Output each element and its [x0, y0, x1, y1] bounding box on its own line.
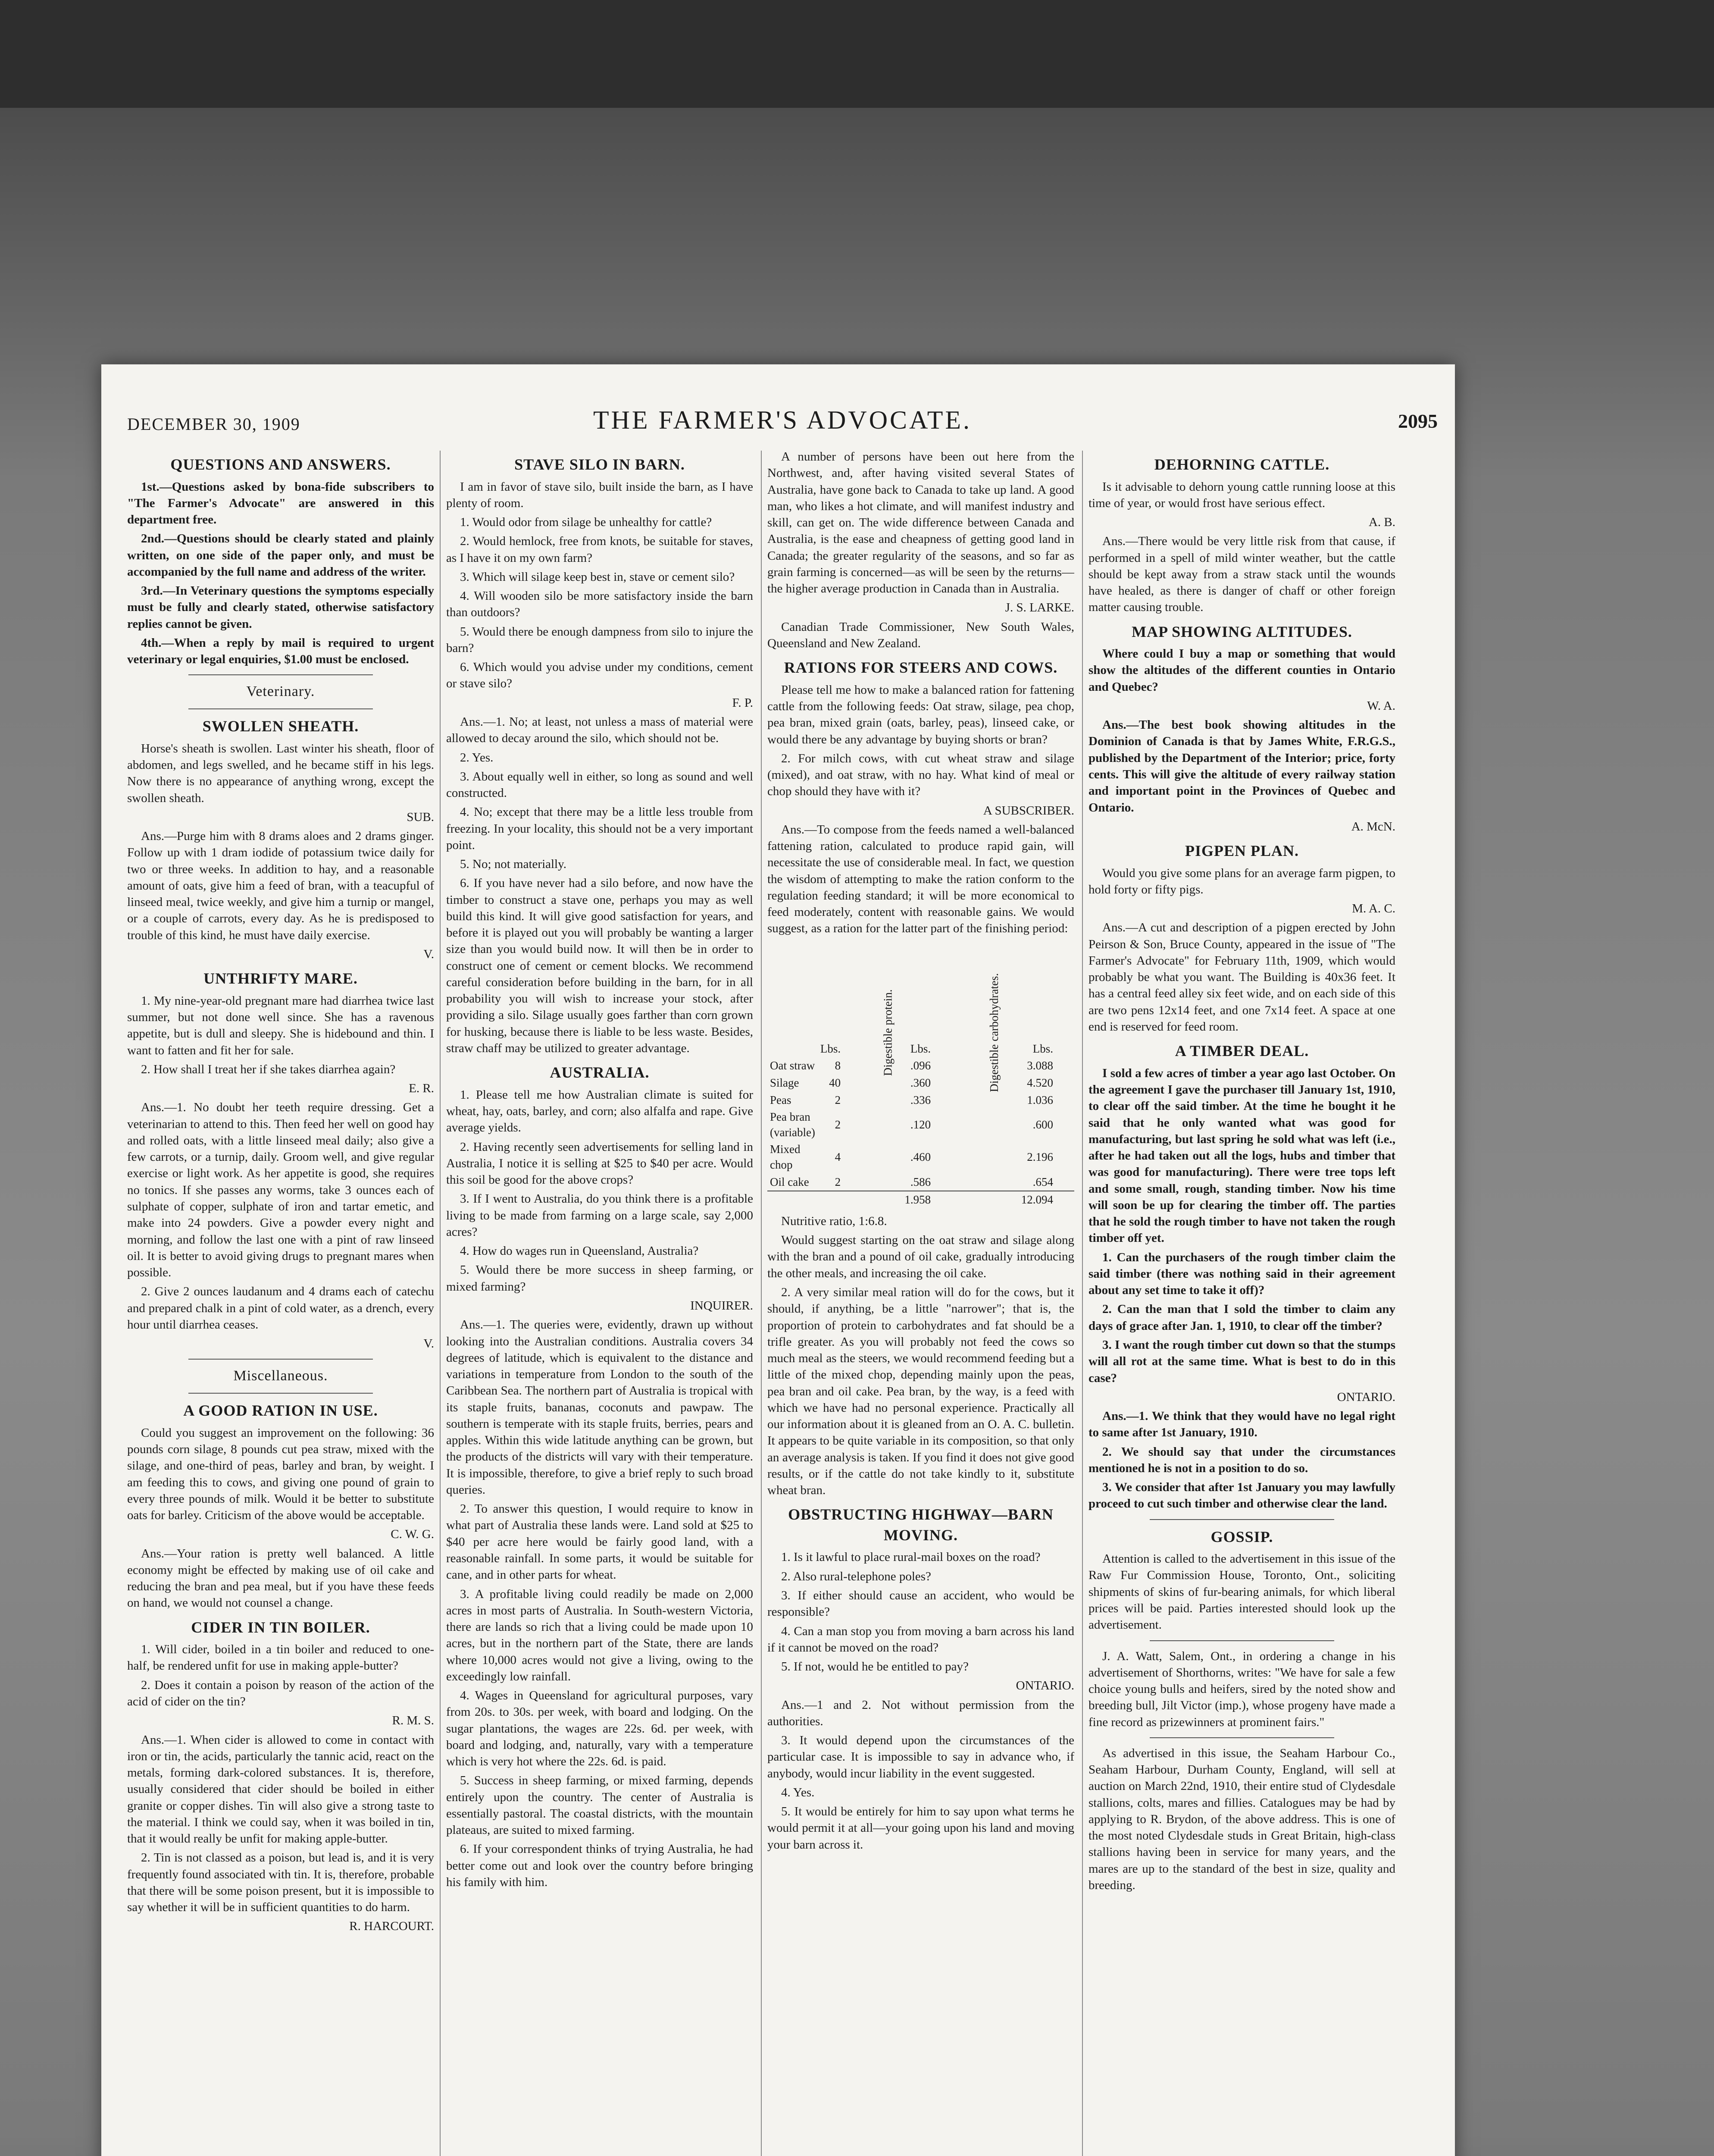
question-text: I sold a few acres of timber a year ago last October. On the agreement I gave the purchaser till January 1st, 1910, to clear off the said timber. At the time he bought it he said that he only wanted what was good for manufacturing, but last spring he sold what was left (i.e., after he had taken out all the logs, hubs and timber that was good for manufacturing). There were tree tops left and some small, rough, standing timber. Now his time will soon be up for clearing the timber off. The parties that he sold the rough timber to have not taken the rough timber off yet.	[1088, 1066, 1395, 1245]
article-title: PIGPEN PLAN.	[1185, 842, 1299, 860]
column-header: Digestible protein.	[881, 989, 895, 1076]
qa-heading: QUESTIONS AND ANSWERS.	[170, 456, 391, 473]
column-2	[446, 448, 753, 2156]
section-miscellaneous: Miscellaneous.	[233, 1368, 328, 1384]
gossip-paragraph: J. A. Watt, Salem, Ont., in ordering a change in his advertisement of Shorthorns, writes: "We have for sale a few choice young bulls and heifers, sired by the noted show and breeding bull, Jilt Victor (imp.), whose progeny have made a fine record as prizewinners at prominent fairs."	[1088, 1649, 1395, 1729]
answer-text: 2. Give 2 ounces laudanum and 4 drams each of catechu and prepared chalk in a pint of cold water, as a drench, every hour until diarrhea ceases.	[127, 1285, 434, 1332]
question-text: 6. Which would you advise under my conditions, cement or stave silo?	[446, 660, 753, 691]
table-row: Silage 40 .360 4.520	[770, 1076, 1054, 1089]
table-header-row	[767, 941, 1074, 1040]
divider	[188, 674, 372, 675]
gossip-paragraph: Attention is called to the advertisement in this issue of the Raw Fur Commission House, Toronto, Ont., soliciting shipments of skins of fur-bearing animals, for which liberal prices will be paid. Parties interested should look up the advertisement.	[1088, 1552, 1395, 1632]
answer-text: 2. To answer this question, I would require to know in what part of Australia these lands were. Land sold at $25 to $40 per acre here would be fairly good land, with a reasonable rainfall. In some parts, it would be suitable for cane, and in other parts for wheat.	[446, 1502, 753, 1582]
answer-text: Ans.—To compose from the feeds named a well-balanced fattening ration, calculated to produce rapid gain, will necessitate the use of considerable meal. In fact, we question the wisdom of attempting to make the ration conform to the regulation feeding standard; it will be more economical to feed moderately, content with reasonable gains. We would suggest, as a ration for the latter part of the finishing period:	[767, 822, 1074, 936]
article-title: DEHORNING CATTLE.	[1154, 456, 1330, 473]
column-3	[767, 448, 1074, 2156]
question-text: 5. Would there be enough dampness from silo to injure the barn?	[446, 624, 753, 655]
qa-rule: 3rd.—In Veterinary questions the symptoms especially must be fully and clearly stated, otherwise satisfactory replies cannot be given.	[127, 584, 434, 631]
qa-rule: 4th.—When a reply by mail is required to urgent veterinary or legal enquiries, $1.00 must be enclosed.	[127, 636, 434, 667]
signature: M. A. C.	[1352, 902, 1395, 916]
answer-text: Ans.—1. The queries were, evidently, drawn up without looking into the Australian conditions. Australia covers 34 degrees of latitude, which is equivalent to the distance and variations in temperature from London to the south of the Caribbean Sea. The northern part of Australia is tropical with its staple fruits, bananas, coconuts and pawpaw. The southern is temperate with its staple fruits, berries, pears and apples. Within this wide latitude anything can be grown, but the products of the districts will vary with their temperature. It is impossible, therefore, to give a brief reply to such broad queries.	[446, 1318, 753, 1497]
question-text: 2. Also rural-telephone poles?	[781, 1569, 931, 1583]
question-text: Horse's sheath is swollen. Last winter his sheath, floor of abdomen, and legs swelled, and he became stiff in his legs. Now there is no appearance of anything wrong, except the swollen sheath.	[127, 741, 434, 805]
column-rule	[1082, 451, 1083, 2156]
answer-text: 3. About equally well in either, so long as sound and well constructed.	[446, 769, 753, 800]
answer-text: Ans.—1. No; at least, not unless a mass of material were allowed to decay around the silo, which should not be.	[446, 714, 753, 746]
nutritive-ratio: Nutritive ratio, 1:6.8.	[781, 1214, 887, 1228]
answer-text: 4. No; except that there may be a little less trouble from freezing. In your locality, this should not be a very important point.	[446, 805, 753, 852]
answer-text: 5. Success in sheep farming, or mixed farming, depends entirely upon the country. The center of Australia is essentially pastoral. The coastal districts, with the mountain plateaus, are suited to mixed farming.	[446, 1774, 753, 1837]
bold-block	[1088, 646, 1395, 835]
question-text: Could you suggest an improvement on the following: 36 pounds corn silage, 8 pounds cut pea straw, mixed with the silage, and one-third of peas, barley and bran, by weight. I am feeding this to cows, and giving one pound of grain to every three pounds of milk. Would it be better to substitute oats for barley. Criticism of the above would be acceptable.	[127, 1426, 434, 1523]
question-text: I am in favor of stave silo, built inside the barn, as I have plenty of room.	[446, 479, 753, 510]
divider	[1150, 1737, 1334, 1738]
article-title: UNTHRIFTY MARE.	[203, 970, 358, 987]
answer-text: 5. No; not materially.	[460, 857, 566, 871]
article-title: AUSTRALIA.	[550, 1064, 650, 1081]
article-title: RATIONS FOR STEERS AND COWS.	[784, 659, 1058, 677]
answer-text: Ans.—The best book showing altitudes in the Dominion of Canada is that by James White, F.R.G.S., published by the Department of the Interior; price, forty cents. This will give the altitude of every railway station and important point in the Provinces of Quebec and Ontario.	[1088, 718, 1395, 815]
question-text: 2. How shall I treat her if she takes diarrhea again?	[141, 1062, 396, 1076]
question-text: 3. I want the rough timber cut down so that the stumps will all rot at the same time. What is best to do in this case?	[1088, 1338, 1395, 1385]
divider	[188, 1359, 372, 1360]
table-row: Oil cake 2 .586 .654	[770, 1175, 1054, 1188]
article-title: OBSTRUCTING HIGHWAY—BARN MOVING.	[788, 1506, 1054, 1544]
question-text: 2. Can the man that I sold the timber to claim any days of grace after Jan. 1, 1910, to clear off the timber?	[1088, 1302, 1395, 1333]
answer-text: 3. A profitable living could readily be made on 2,000 acres in most parts of Australia. In South-western Victoria, there are lands so rich that a living could be made upon 10 acres, but in the northern part of the State, there are lands where 10,000 acres would not give a living, owing to the exceedingly low rainfall.	[446, 1587, 753, 1683]
header-title: THE FARMER'S ADVOCATE.	[593, 406, 972, 434]
unit-cell: Lbs.	[820, 1042, 841, 1055]
answer-text: Ans.—1. We think that they would have no legal right to same after 1st January, 1910.	[1088, 1409, 1395, 1440]
question-text: 4. Can a man stop you from moving a barn across his land if it cannot be moved on the road?	[767, 1624, 1074, 1655]
newspaper-page	[101, 364, 1455, 2156]
question-text: Where could I buy a map or something that would show the altitudes of the different counties in Ontario and Quebec?	[1088, 647, 1395, 694]
answer-text: 5. It would be entirely for him to say upon what terms he would permit it at all—your going upon his land and moving your barn across it.	[767, 1805, 1074, 1852]
signature: F. P.	[732, 696, 753, 710]
question-text: Please tell me how to make a balanced ration for fattening cattle from the following feeds: Oat straw, silage, pea chop, pea bran, mixed grain (oats, barley, peas), linseed cake, or would there be any advantage by buying shorts or bran?	[767, 683, 1074, 746]
question-text: Would you give some plans for an average farm pigpen, to hold forty or fifty pigs.	[1088, 866, 1395, 896]
answer-text: A number of persons have been out here from the Northwest, and, after having visited several States of Australia, have gone back to Canada to take up land. A good man, who likes a hot climate, and will manifest industry and skill, can get on. The wide difference between Canada and Australia, is the ease and cheapness of getting good land in Canada; the greater regularity of the seasons, and so far as grain farming is concerned—as will be seen by the returns—the higher average production in Canada than in Australia.	[767, 450, 1074, 596]
divider	[188, 1393, 372, 1394]
signature: R. M. S.	[392, 1714, 434, 1728]
section-veterinary: Veterinary.	[246, 683, 315, 700]
ration-table	[767, 941, 1074, 1209]
signature: ONTARIO.	[1016, 1679, 1074, 1693]
table-row: Mixed chop 4 .460 2.196	[770, 1143, 1054, 1172]
signature: E. R.	[409, 1081, 434, 1096]
page-header	[127, 405, 1438, 444]
table-row: Oat straw 8 .096 3.088	[770, 1059, 1054, 1072]
answer-text: 4. Wages in Queensland for agricultural purposes, vary from 20s. to 30s. per week, with board and lodging. On the sugar plantations, the wages are 22s. 6d. per week, with board and lodging, and, naturally, vary with a temperature which is very hot where the 22s. 6d. is paid.	[446, 1689, 753, 1769]
table-total-row: 1.958 12.094	[767, 1191, 1074, 1209]
divider	[188, 708, 372, 709]
signature: ONTARIO.	[1337, 1390, 1395, 1404]
answer-text: Ans.—1 and 2. Not without permission from the authorities.	[767, 1698, 1074, 1728]
question-text: 2. Would hemlock, free from knots, be suitable for staves, as I have it on my own farm?	[446, 534, 753, 565]
signature: A. McN.	[1351, 819, 1395, 834]
question-text: 4. Will wooden silo be more satisfactory inside the barn than outdoors?	[446, 589, 753, 620]
qa-rules	[127, 479, 434, 668]
signature: V.	[423, 947, 434, 962]
question-text: 1. Can the purchasers of the rough timber claim the said timber (there was nothing said in their agreement about any set time to take it off)?	[1088, 1250, 1395, 1297]
answer-text: Ans.—Purge him with 8 drams aloes and 2 drams ginger. Follow up with 1 dram iodide of potassium twice daily for two or three weeks. In addition to hay, and a reasonable amount of oats, give him a feed of bran, with a teacupful of linseed meal, twice weekly, and give him a turnip or mangel, or a couple of carrots, every day. As he is predisposed to trouble of this kind, he must have daily exercise.	[127, 829, 434, 942]
question-text: 2. Having recently seen advertisements for selling land in Australia, I notice it is selling at $25 to $40 per acre. Would this soil be good for the above crops?	[446, 1140, 753, 1187]
signature: A. B.	[1368, 515, 1395, 530]
answer-text: 6. If you have never had a silo before, and now have the timber to construct a stave one, perhaps you may as well build this kind. It will give good satisfaction for years, and before it is played out you will probably be wanting a larger size than you would build now. It will then be in order to construct one of cement or cement blocks. We recommend careful consideration before building in the barn, for in all probability you will wish to increase your stock, after providing a silo. Silage usually goes farther than corn grown for husking, because there is liable to be less waste. Besides, straw chaff may be utilized to greater advantage.	[446, 876, 753, 1056]
answer-text: Ans.—A cut and description of a pigpen erected by John Peirson & Son, Bruce County, appeared in the issue of "The Farmer's Advocate" for February 11th, 1909, which would probably be what you want. The Building is 40x36 feet. It has a central feed alley six feet wide, and on each side of this are two pens 12x14 feet, and one 7x14 feet. A space at one end is reserved for feed room.	[1088, 921, 1395, 1034]
table-row: Pea bran (variable) 2 .120 .600	[770, 1110, 1054, 1139]
column-rule	[761, 451, 762, 2156]
table-units-row	[767, 1040, 1074, 1058]
signature: SUB.	[407, 810, 434, 824]
divider	[1150, 1519, 1334, 1520]
answer-text: Ans.—There would be very little risk from that cause, if performed in a spell of mild winter weather, but the cattle should be kept away from a straw stack until the wounds have healed, as there is danger of chaff or other foreign matter causing trouble.	[1088, 534, 1395, 614]
signature: C. W. G.	[391, 1527, 434, 1542]
signature: J. S. LARKE.	[1005, 601, 1074, 615]
question-text: 5. If not, would he be entitled to pay?	[781, 1660, 969, 1674]
divider	[1150, 1640, 1334, 1641]
question-text: 3. If either should cause an accident, who would be responsible?	[767, 1589, 1074, 1619]
signature: R. HARCOURT.	[349, 1919, 434, 1934]
article-title: A GOOD RATION IN USE.	[183, 1402, 378, 1420]
article-title: A TIMBER DEAL.	[1175, 1042, 1309, 1060]
column-4	[1088, 448, 1395, 2156]
column-1	[127, 448, 434, 2156]
column-rule	[440, 451, 441, 2156]
answer-text: 3. We consider that after 1st January you may lawfully proceed to cut such timber and otherwise clear the land.	[1088, 1480, 1395, 1511]
answer-text: 2. Yes.	[460, 750, 494, 765]
answer-text: Would suggest starting on the oat straw and silage along with the bran and a pound of oil cake, gradually introducing the other meals, and increasing the oil cake.	[767, 1233, 1074, 1280]
unit-cell: Lbs.	[910, 1042, 931, 1055]
article-title: STAVE SILO IN BARN.	[514, 456, 685, 473]
question-text: Is it advisable to dehorn young cattle running loose at this time of year, or would frost have serious effect.	[1088, 479, 1395, 510]
bold-block	[1088, 1065, 1395, 1512]
answer-text: 4. Yes.	[781, 1785, 815, 1799]
question-text: 1. Please tell me how Australian climate is suited for wheat, hay, oats, barley, and corn; also alfalfa and rape. Give average yields.	[446, 1087, 753, 1135]
question-text: 2. For milch cows, with cut wheat straw and silage (mixed), and oat straw, with no hay. What kind of meal or chop should they have with it?	[767, 751, 1074, 799]
question-text: 2. Does it contain a poison by reason of the action of the acid of cider on the tin?	[127, 1678, 434, 1708]
column-header: Digestible carbohydrates.	[988, 973, 1001, 1092]
question-text: 3. If I went to Australia, do you think there is a profitable living to be made from farming on a large scale, say 2,000 acres?	[446, 1192, 753, 1239]
header-date: DECEMBER 30, 1909	[127, 414, 300, 434]
article-title: CIDER IN TIN BOILER.	[191, 1618, 370, 1636]
scan-top-band	[0, 0, 1714, 108]
question-text: 1. My nine-year-old pregnant mare had diarrhea twice last summer, but not done well since. She has a ravenous appetite, but is dull and sleepy. She is hidebound and thin. I want to fatten and fit her for sale.	[127, 993, 434, 1057]
table-row: Peas 2 .336 1.036	[770, 1093, 1054, 1106]
answer-text: 3. It would depend upon the circumstances of the particular case. It is impossible to say in advance who, if anybody, would incur liability in the event suggested.	[767, 1733, 1074, 1780]
question-text: 5. Would there be more success in sheep farming, or mixed farming?	[446, 1263, 753, 1294]
unit-cell: Lbs.	[1032, 1042, 1054, 1055]
gossip-paragraph: As advertised in this issue, the Seaham Harbour Co., Seaham Harbour, Durham County, England, will sell at auction on March 22nd, 1910, their entire stud of Clydesdale stallions, colts, mares and fillies. Catalogues may be had by applying to R. Brydon, of the above address. This is one of the most noted Clydesdale studs in Great Britain, high-class stallions having been in service for many years, and the mares are up to the standard of the best in size, quality and breeding.	[1088, 1746, 1395, 1892]
article-title: MAP SHOWING ALTITUDES.	[1132, 623, 1352, 640]
answer-text: Ans.—Your ration is pretty well balanced. A little economy might be effected by making use of oil cake and reducing the bran and pea meal, but if you have these feeds on hand, we would not counsel a change.	[127, 1546, 434, 1610]
article-title: GOSSIP.	[1210, 1528, 1273, 1545]
question-text: 3. Which will silage keep best in, stave or cement silo?	[460, 570, 735, 584]
signature: A SUBSCRIBER.	[983, 803, 1074, 818]
question-text: 1. Is it lawful to place rural-mail boxes on the road?	[781, 1550, 1041, 1564]
qa-rule: 1st.—Questions asked by bona-fide subscribers to "The Farmer's Advocate" are answered in this department free.	[127, 479, 434, 527]
answer-text: 6. If your correspondent thinks of trying Australia, he had better come out and look over the country before bringing his family with him.	[446, 1842, 753, 1890]
answer-text: 2. We should say that under the circumstances mentioned he is not in a position to do so.	[1088, 1445, 1395, 1475]
question-text: 4. How do wages run in Queensland, Australia?	[460, 1244, 699, 1258]
article-title: SWOLLEN SHEATH.	[202, 718, 359, 735]
question-text: 1. Will cider, boiled in a tin boiler and reduced to one-half, be rendered unfit for use in making apple-butter?	[127, 1642, 434, 1673]
question-text: 1. Would odor from silage be unhealthy for cattle?	[460, 515, 712, 530]
answer-text: 2. A very similar meal ration will do for the cows, but it should, if anything, be a little "narrower"; that is, the proportion of protein to carbohydrates and fat should be a trifle greater. As you will probably not feed the cows so much meal as the steers, we would recommend feeding but a little of the mixed chop, depending mainly upon the peas, pea bran and oil cake. Pea bran, by the way, is a feed with which we have had no personal experience. Practically all our information about it is gleaned from an O. A. C. bulletin. It appears to be quite variable in its composition, so that only an average analysis is taken. If you find it does not give good results, or if the cattle do not take kindly to it, substitute wheat bran.	[767, 1285, 1074, 1498]
answer-text: Ans.—1. No doubt her teeth require dressing. Get a veterinarian to attend to this. Then feed her well on good hay and rolled oats, with a little linseed meal daily; also give a few carrots, or a turnip, daily. Groom well, and give regular exercise or light work. As her appetite is good, she requires no tonics. If she passes any worms, take 3 ounces each of sulphate of copper, sulphate of iron and tartar emetic, and make into 24 powders. Give a powder every night and morning, and follow the last one with a pint of raw linseed oil. It is better to avoid giving drugs to pregnant mares when possible.	[127, 1100, 434, 1280]
answer-text: Ans.—1. When cider is allowed to come in contact with iron or tin, the acids, particularly the tannic acid, react on the metals, forming dark-colored substances. It is, therefore, usually considered that cider should be boiled in either granite or copper dishes. Tin will also give a strong taste to the material. I think we could say, when it was boiled in tin, that it would really be unfit for making apple-butter.	[127, 1733, 434, 1846]
unit-cell	[1056, 1040, 1074, 1058]
signature-title: Canadian Trade Commissioner, New South Wales, Queensland and New Zealand.	[767, 620, 1074, 650]
qa-rule: 2nd.—Questions should be clearly stated and plainly written, on one side of the paper only, and must be accompanied by the full name and address of the writer.	[127, 532, 434, 579]
signature: INQUIRER.	[690, 1298, 753, 1313]
answer-text: 2. Tin is not classed as a poison, but lead is, and it is very frequently found associated with tin. It is, therefore, probable that there will be some poison present, but it is impossible to say whether it will be in sufficient quantities to do harm.	[127, 1851, 434, 1915]
signature: W. A.	[1367, 699, 1395, 713]
signature: V.	[423, 1337, 434, 1351]
header-page-number: 2095	[1398, 410, 1438, 432]
